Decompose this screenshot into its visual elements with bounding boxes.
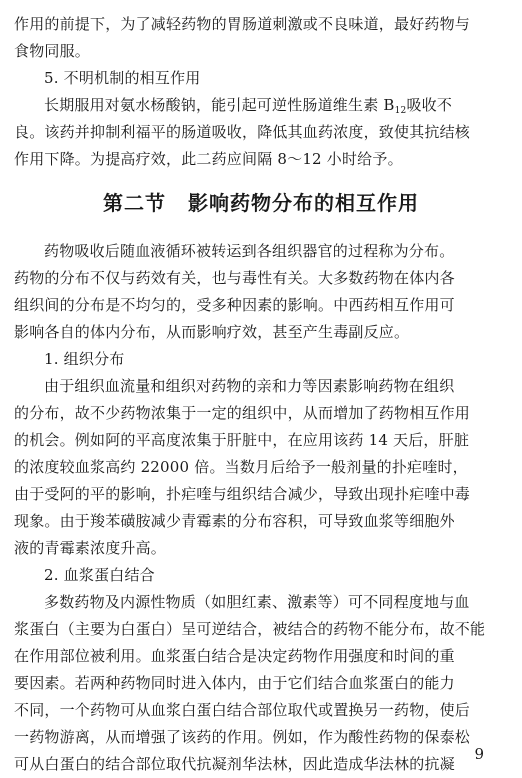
subscript: 12 <box>394 106 407 116</box>
text-line: 可从白蛋白的结合部位取代抗凝剂华法林，因此造成华法林的抗凝 <box>14 755 455 773</box>
text-line: 浆蛋白（主要为白蛋白）呈可逆结合，被结合的药物不能分布，故不能 <box>14 620 486 638</box>
text-fragment: 吸收不 <box>406 96 453 114</box>
text-line: 组织间的分布是不均匀的，受多种因素的影响。中西药相互作用可 <box>14 296 455 314</box>
text-line: 作用的前提下，为了减轻药物的胃肠道刺激或不良味道，最好药物与 <box>14 15 471 33</box>
text-line <box>44 95 510 121</box>
section-title-2: 2. 血浆蛋白结合 <box>44 566 155 584</box>
text-fragment: 长期服用对氨水杨酸钠，能引起可逆性肠道维生素 B <box>44 96 395 114</box>
text-line: 良。该药并抑制利福平的肠道吸收，降低其血药浓度，致使其抗结核 <box>14 123 471 141</box>
text-line: 由于受阿的平的影响，扑疟喹与组织结合减少，导致出现扑疟喹中毒 <box>14 485 471 503</box>
chapter-heading <box>0 190 522 216</box>
text-line: 在作用部位被利用。血浆蛋白结合是决定药物作用强度和时间的重 <box>14 647 455 665</box>
chapter-title: 影响药物分布的相互作用 <box>188 191 419 215</box>
text-line: 多数药物及内源性物质（如胆红素、激素等）可不同程度地与血 <box>44 593 470 611</box>
text-line: 作用下降。为提高疗效，此二药应间隔 8～12 小时给予。 <box>14 150 403 168</box>
chapter-label: 第二节 <box>103 191 166 215</box>
text-line: 的分布，故不少药物浓集于一定的组织中，从而增加了药物相互作用 <box>14 404 471 422</box>
text-line: 要因素。若两种药物同时进入体内，由于它们结合血浆蛋白的能力 <box>14 674 455 692</box>
section-title-5: 5. 不明机制的相互作用 <box>44 69 201 87</box>
text-line: 一药物游离，从而增强了该药的作用。例如，作为酸性药物的保泰松 <box>14 728 471 746</box>
section-title-1: 1. 组织分布 <box>44 350 125 368</box>
text-line: 由于组织血流量和组织对药物的亲和力等因素影响药物在组织 <box>44 377 455 395</box>
text-line: 现象。由于羧苯磺胺减少青霉素的分布容积，可导致血浆等细胞外 <box>14 512 455 530</box>
text-line: 食物同服。 <box>14 42 91 60</box>
text-line: 药物吸收后随血液循环被转运到各组织器官的过程称为分布。 <box>44 242 455 260</box>
text-line: 的浓度较血浆高约 22000 倍。当数月后给予一般剂量的扑疟喹时， <box>14 458 468 476</box>
text-line: 液的青霉素浓度升高。 <box>14 539 167 557</box>
page-number: 9 <box>474 745 484 763</box>
text-line: 不同，一个药物可从血浆白蛋白结合部位取代或置换另一药物，使后 <box>14 701 471 719</box>
text-line: 药物的分布不仅与药效有关，也与毒性有关。大多数药物在体内各 <box>14 269 455 287</box>
text-line: 影响各自的体内分布，从而影响疗效，甚至产生毒副反应。 <box>14 323 410 341</box>
text-line: 的机会。例如阿的平高度浓集于肝脏中，在应用该药 14 天后，肝脏 <box>14 431 470 449</box>
